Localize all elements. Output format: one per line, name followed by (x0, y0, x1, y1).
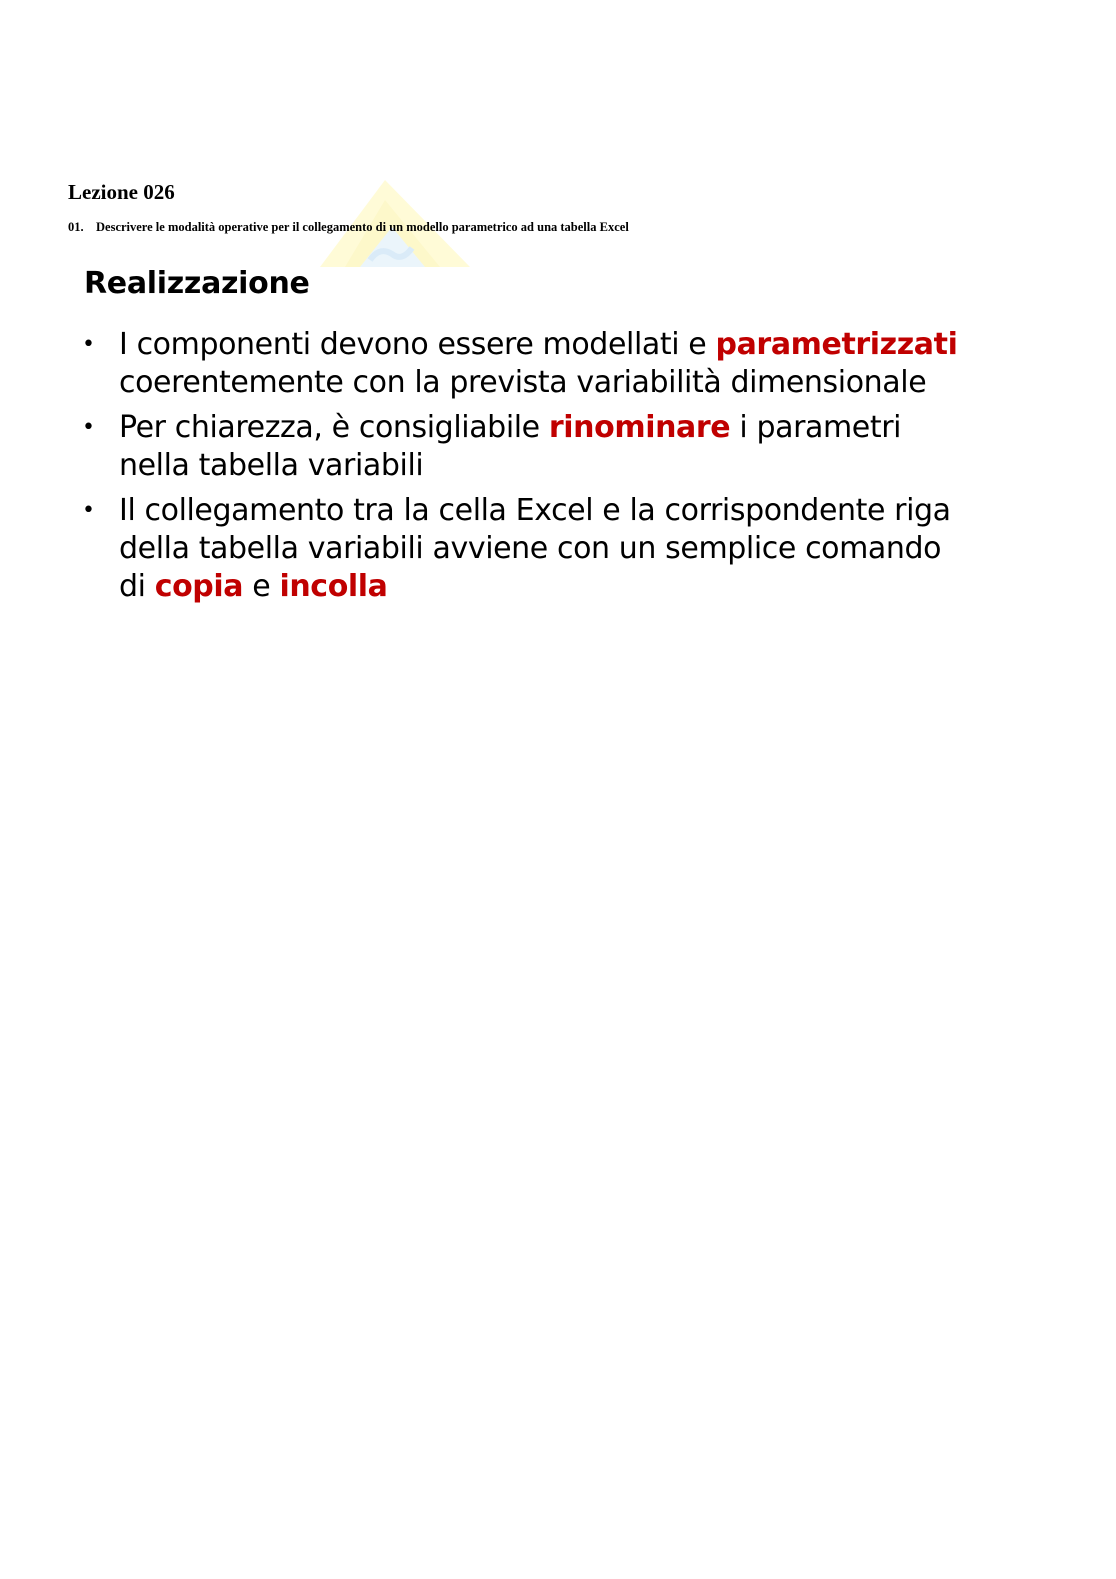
bullet-item (80, 492, 960, 606)
bullet-text: Per chiarezza, è consigliabile (119, 410, 549, 445)
question-text: Descrivere le modalità operative per il collegamento di un modello parametrico ad una tabella Excel (96, 220, 629, 234)
highlighted-term: rinominare (548, 410, 731, 445)
bullet-text: e (243, 569, 280, 604)
bullet-text: I componenti devono essere modellati e (119, 327, 716, 362)
question-line (68, 220, 629, 235)
highlighted-term: incolla (279, 569, 388, 604)
slide-title: Realizzazione (84, 266, 310, 301)
bullet-dot-icon: • (82, 415, 95, 440)
lesson-title: Lezione 026 (68, 180, 175, 204)
bullet-item (80, 326, 960, 402)
bullet-dot-icon: • (82, 498, 95, 523)
bullet-dot-icon: • (82, 332, 95, 357)
question-number: 01. (68, 220, 84, 234)
bullet-item (80, 409, 960, 485)
bullet-list (80, 326, 960, 613)
bullet-text: i parametri nella tabella variabili (119, 410, 902, 483)
highlighted-term: copia (154, 569, 244, 604)
bullet-text: Il collegamento tra la cella Excel e la corrispondente riga della tabella variabili avviene con un semplice comando di (119, 493, 951, 604)
bullet-text: coerentemente con la prevista variabilità dimensionale (119, 365, 927, 400)
highlighted-term: parametrizzati (715, 327, 958, 362)
